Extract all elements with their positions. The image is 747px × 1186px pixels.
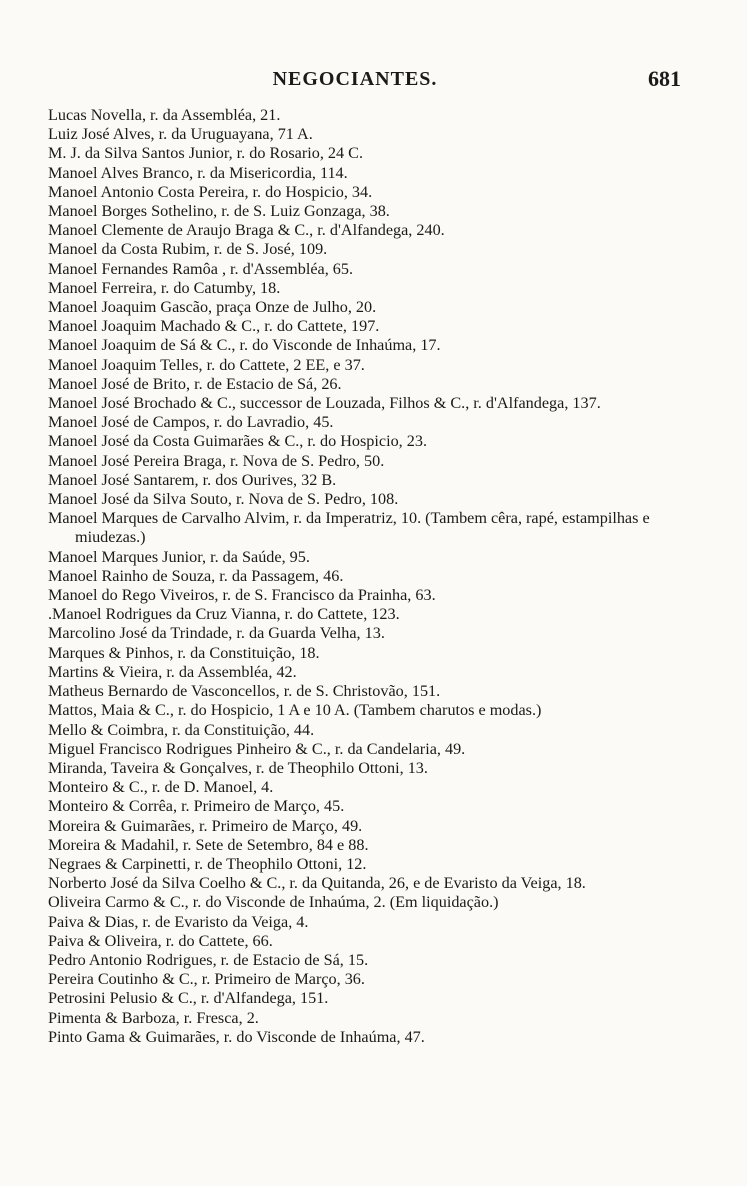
list-item: Martins & Vieira, r. da Assembléa, 42. xyxy=(48,662,297,681)
page-header xyxy=(0,66,747,96)
list-item: Manoel da Costa Rubim, r. de S. José, 109. xyxy=(48,240,328,259)
directory-listing xyxy=(48,106,720,1047)
list-item: Manoel Alves Branco, r. da Misericordia, 114. xyxy=(48,163,348,182)
list-item: Petrosini Pelusio & C., r. d'Alfandega, 151. xyxy=(48,989,329,1008)
list-item: Manoel José da Costa Guimarães & C., r. do Hospicio, 23. xyxy=(48,432,428,451)
page-number: 681 xyxy=(648,66,681,91)
list-item: Pimenta & Barboza, r. Fresca, 2. xyxy=(48,1008,259,1027)
list-item: Moreira & Guimarães, r. Primeiro de Março, 49. xyxy=(48,816,363,835)
list-item: Manoel Joaquim Machado & C., r. do Cattete, 197. xyxy=(48,317,380,336)
list-item: Manoel Rainho de Souza, r. da Passagem, 46. xyxy=(48,566,344,585)
list-item: Paiva & Oliveira, r. do Cattete, 66. xyxy=(48,931,273,950)
running-title: NEGOCIANTES. xyxy=(272,68,438,90)
list-item: Manoel Marques Junior, r. da Saúde, 95. xyxy=(48,547,310,566)
list-item: Manoel Ferreira, r. do Catumby, 18. xyxy=(48,278,281,297)
list-item: Manoel José Brochado & C., successor de Louzada, Filhos & C., r. d'Alfandega, 137. xyxy=(48,394,601,413)
list-item: Mattos, Maia & C., r. do Hospicio, 1 A e 10 A. (Tambem charutos e modas.) xyxy=(48,701,542,720)
list-item: Moreira & Madahil, r. Sete de Setembro, 84 e 88. xyxy=(48,835,369,854)
list-item: Marcolino José da Trindade, r. da Guarda Velha, 13. xyxy=(48,624,385,643)
list-item: Manoel Joaquim Gascão, praça Onze de Julho, 20. xyxy=(48,298,377,317)
list-item: Manoel Joaquim Telles, r. do Cattete, 2 EE, e 37. xyxy=(48,355,365,374)
list-item: Pereira Coutinho & C., r. Primeiro de Março, 36. xyxy=(48,970,365,989)
list-item: Mello & Coimbra, r. da Constituição, 44. xyxy=(48,720,315,739)
list-item: Manoel Fernandes Ramôa , r. d'Assembléa, 65. xyxy=(48,259,354,278)
list-item: Paiva & Dias, r. de Evaristo da Veiga, 4. xyxy=(48,912,309,931)
list-item: Manoel José de Brito, r. de Estacio de Sá, 26. xyxy=(48,374,342,393)
list-item: Pinto Gama & Guimarães, r. do Visconde de Inhaúma, 47. xyxy=(48,1027,425,1046)
list-item: Manoel Clemente de Araujo Braga & C., r. d'Alfandega, 240. xyxy=(48,221,445,240)
list-item: Luiz José Alves, r. da Uruguayana, 71 A. xyxy=(48,125,313,144)
list-item: Manoel Borges Sothelino, r. de S. Luiz Gonzaga, 38. xyxy=(48,202,390,221)
list-item: Lucas Novella, r. da Assembléa, 21. xyxy=(48,106,281,124)
list-item: Negraes & Carpinetti, r. de Theophilo Ottoni, 12. xyxy=(48,854,367,873)
list-item: Miranda, Taveira & Gonçalves, r. de Theophilo Ottoni, 13. xyxy=(48,758,428,777)
list-item: Norberto José da Silva Coelho & C., r. da Quitanda, 26, e de Evaristo da Veiga, 18. xyxy=(48,874,586,893)
list-item: Monteiro & Corrêa, r. Primeiro de Março, 45. xyxy=(48,797,345,816)
list-item: Marques & Pinhos, r. da Constituição, 18. xyxy=(48,643,320,662)
list-item: Pedro Antonio Rodrigues, r. de Estacio de Sá, 15. xyxy=(48,950,369,969)
list-item: Manoel Joaquim de Sá & C., r. do Visconde de Inhaúma, 17. xyxy=(48,336,441,355)
list-item: Manoel Marques de Carvalho Alvim, r. da Imperatriz, 10. (Tambem cêra, rapé, estampilhas e miudezas.) xyxy=(48,509,650,547)
list-item: Oliveira Carmo & C., r. do Visconde de Inhaúma, 2. (Em liquidação.) xyxy=(48,893,499,912)
list-item: Manoel Antonio Costa Pereira, r. do Hospicio, 34. xyxy=(48,182,373,201)
list-item: Manoel do Rego Viveiros, r. de S. Francisco da Prainha, 63. xyxy=(48,586,436,605)
list-item: Manoel José da Silva Souto, r. Nova de S. Pedro, 108. xyxy=(48,490,399,509)
list-item: Manoel José Santarem, r. dos Ourives, 32 B. xyxy=(48,470,337,489)
list-item: M. J. da Silva Santos Junior, r. do Rosario, 24 C. xyxy=(48,144,364,163)
list-item: Manoel José Pereira Braga, r. Nova de S. Pedro, 50. xyxy=(48,451,385,470)
list-item: .Manoel Rodrigues da Cruz Vianna, r. do Cattete, 123. xyxy=(48,605,400,624)
list-item: Monteiro & C., r. de D. Manoel, 4. xyxy=(48,778,274,797)
list-item: Matheus Bernardo de Vasconcellos, r. de S. Christovão, 151. xyxy=(48,682,441,701)
list-item: Miguel Francisco Rodrigues Pinheiro & C., r. da Candelaria, 49. xyxy=(48,739,466,758)
list-item: Manoel José de Campos, r. do Lavradio, 45. xyxy=(48,413,334,432)
